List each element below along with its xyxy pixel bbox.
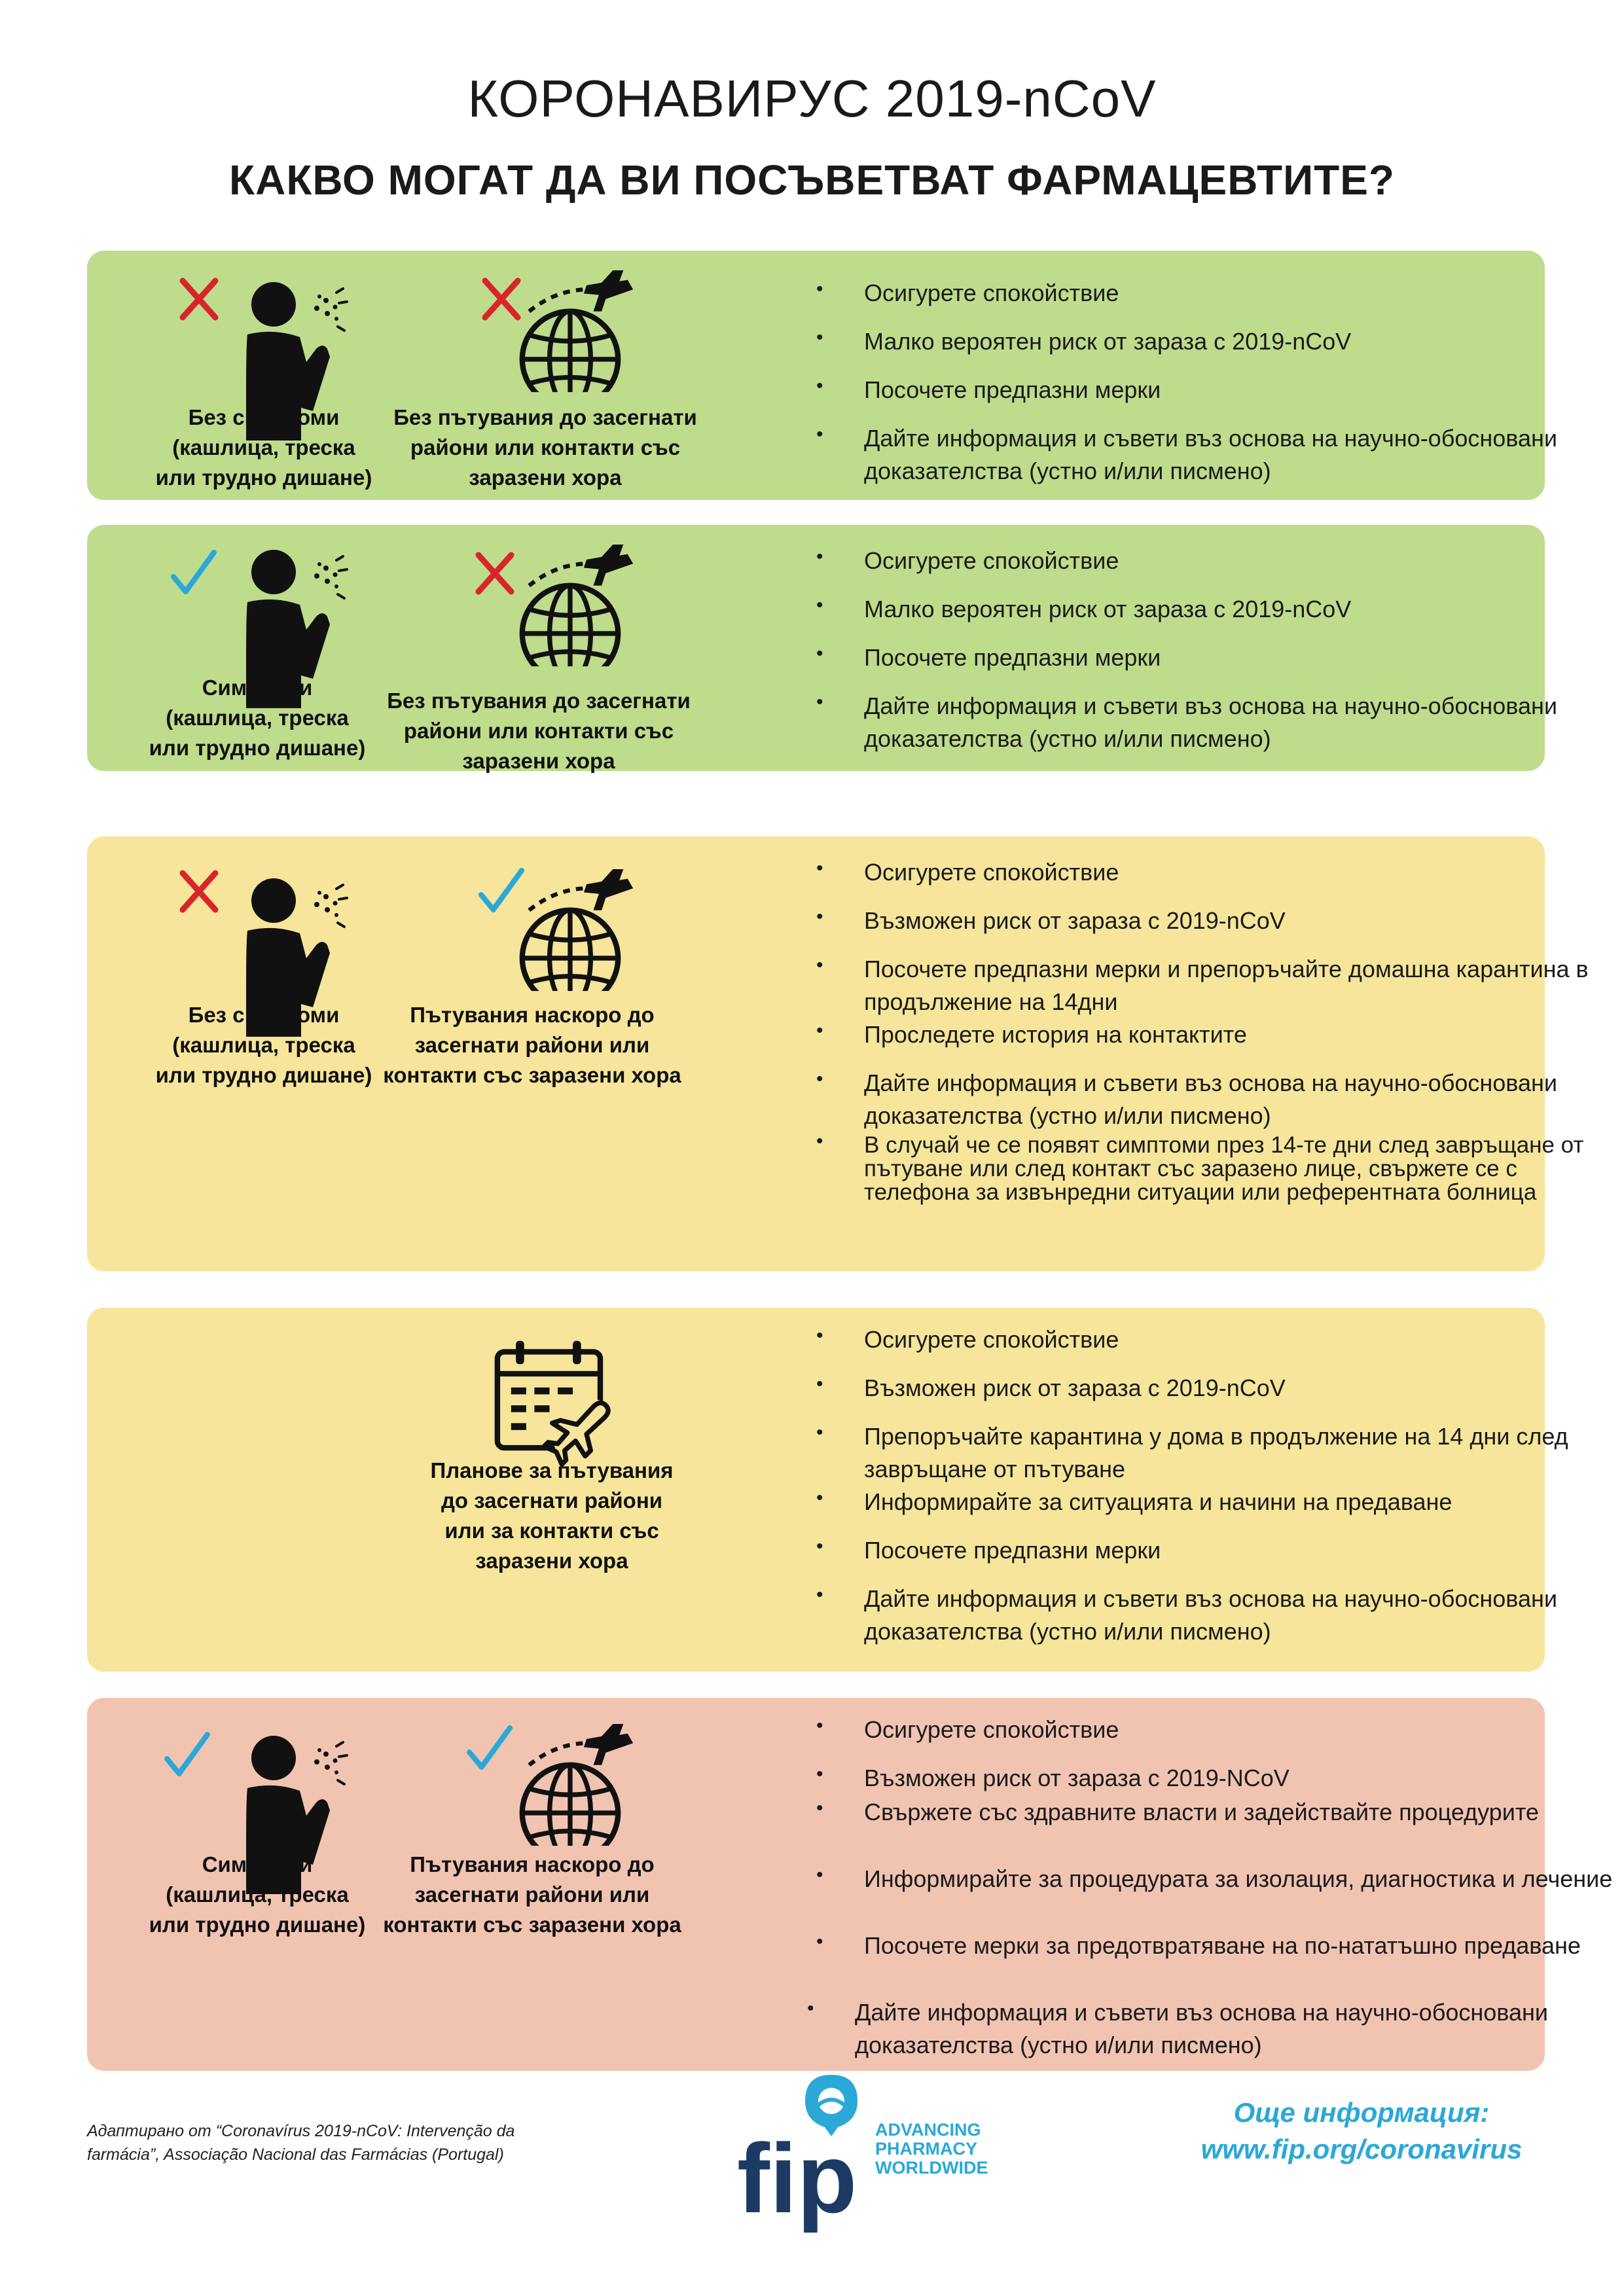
list-item: • Дайте информация и съвети въз основа на научно-обосновани доказателства (устно и/или писмено) xyxy=(812,690,1624,755)
travel-caption: Пътувания наскоро до засегнати райони или контакти със заразени хора xyxy=(383,1852,681,1937)
symptom-caption: Симптоми (кашлица, треска или трудно дишане) xyxy=(149,1852,366,1937)
travel-caption: Пътувания наскоро до засегнати райони или контакти със заразени хора xyxy=(383,1003,681,1087)
globe-plane-icon xyxy=(498,545,642,695)
fip-tagline xyxy=(875,2121,988,2178)
check-mark-icon xyxy=(164,1732,210,1778)
card-3 xyxy=(87,836,1589,1271)
more-info-label: Още информация: xyxy=(1233,2097,1490,2128)
fip-logo xyxy=(733,2068,877,2261)
tagline-line: PHARMACY xyxy=(875,2139,978,2159)
list-item: • Малко вероятен риск от зараза с 2019-nCoV xyxy=(812,593,1351,626)
card-4 xyxy=(87,1308,1568,1672)
more-info-link[interactable]: www.fip.org/coronavirus xyxy=(1200,2134,1523,2164)
cross-mark-icon xyxy=(179,277,219,321)
card-1 xyxy=(87,251,1557,500)
list-item: • Малко вероятен риск от зараза с 2019-nCoV xyxy=(812,325,1351,358)
list-item: • Възможен риск от зараза с 2019-nCoV xyxy=(812,905,1286,937)
logo-wordmark: fip xyxy=(737,2123,857,2233)
list-item: • Възможен риск от зараза с 2019-NCoV xyxy=(812,1762,1290,1795)
cross-mark-icon xyxy=(179,869,219,914)
source-note: Адаптирано от “Coronavírus 2019-nCoV: Intervenção da farmácia”, Associação Nacional das Farmácias (Portugal) xyxy=(87,2122,515,2164)
tagline-line: WORLDWIDE xyxy=(875,2158,988,2178)
check-mark-icon xyxy=(171,550,217,596)
list-item: • Дайте информация и съвети въз основа на научно-обосновани доказателства (устно и/или писмено) xyxy=(803,1996,1624,2062)
list-item: • Дайте информация и съвети въз основа на научно-обосновани доказателства (устно и/или писмено) xyxy=(812,422,1624,488)
calendar-plane-icon xyxy=(485,1331,629,1475)
list-item: • Посочете предпазни мерки и препоръчайте домашна карантина в продължение на 14дни xyxy=(812,953,1624,1018)
travel-caption: Без пътувания до засегнати райони или контакти със заразени хора xyxy=(387,689,691,773)
symptom-caption: Симптоми (кашлица, треска или трудно дишане) xyxy=(149,675,366,760)
list-item: • В случай че се появят симптоми през 14-те дни след завръщане от пътуване или след контакт със заразено лице, свържете се с телефона за извънредни ситуации или референтната болница xyxy=(812,1134,1624,1204)
card-5 xyxy=(87,1698,1613,2071)
travel-caption: Без пътувания до засегнати райони или контакти със заразени хора xyxy=(393,405,697,490)
fip-logo-icon xyxy=(733,2068,877,2258)
tagline-line: ADVANCING xyxy=(875,2120,981,2140)
list-item: • Проследете история на контактите xyxy=(812,1018,1247,1051)
page-title: КОРОНАВИРУС 2019-nCoV xyxy=(467,69,1157,128)
list-item: • Свържете със здравните власти и задействайте процедурите xyxy=(812,1796,1539,1829)
list-item: • Посочете предпазни мерки xyxy=(812,1534,1161,1567)
list-item: • Осигурете спокойствие xyxy=(812,277,1119,310)
list-item: • Дайте информация и съвети въз основа на научно-обосновани доказателства (устно и/или писмено) xyxy=(812,1583,1624,1648)
list-item: • Посочете предпазни мерки xyxy=(812,641,1161,674)
check-mark-icon xyxy=(478,868,524,914)
list-item: • Информирайте за ситуацията и начини на предаване xyxy=(812,1486,1452,1518)
page-subtitle: КАКВО МОГАТ ДА ВИ ПОСЪВЕТВАТ ФАРМАЦЕВТИТЕ? xyxy=(229,156,1395,204)
plan-caption: Планове за пътувания до засегнати райони или за контакти със заразени хора xyxy=(430,1458,674,1573)
symptom-caption: Без симптоми (кашлица, треска или трудно дишане) xyxy=(155,405,372,490)
list-item: • Препоръчайте карантина у дома в продължение на 14 дни след завръщане от пътуване xyxy=(812,1420,1624,1486)
list-item: • Посочете предпазни мерки xyxy=(812,374,1161,406)
list-item: • Осигурете спокойствие xyxy=(812,1323,1119,1356)
symptom-caption: Без симптоми (кашлица, треска или трудно дишане) xyxy=(155,1003,372,1087)
list-item: • Дайте информация и съвети въз основа на научно-обосновани доказателства (устно и/или писмено) xyxy=(812,1067,1624,1132)
list-item: • Осигурете спокойствие xyxy=(812,1713,1119,1746)
cross-mark-icon xyxy=(475,551,515,596)
list-item: • Информирайте за процедурата за изолация, диагностика и лечение xyxy=(812,1863,1612,1895)
more-info xyxy=(1178,2094,1545,2168)
list-item: • Осигурете спокойствие xyxy=(812,856,1119,889)
list-item: • Осигурете спокойствие xyxy=(812,545,1119,577)
card-2 xyxy=(87,525,1557,773)
list-item: • Посочете мерки за предотвратяване на по-нататъшно предаване xyxy=(812,1929,1581,1962)
check-mark-icon xyxy=(467,1725,513,1771)
cross-mark-icon xyxy=(481,277,522,321)
list-item: • Възможен риск от зараза с 2019-nCoV xyxy=(812,1372,1286,1405)
